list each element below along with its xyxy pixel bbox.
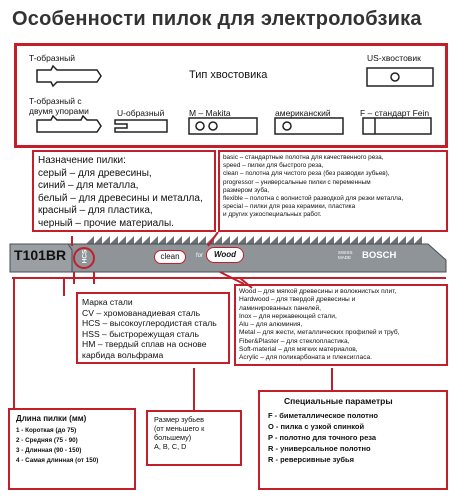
types-line: и других узкоспециальных работ.: [223, 211, 322, 219]
special-line: R - универсальное полотно: [268, 444, 371, 453]
blade-label-for: for: [196, 253, 204, 259]
label-fein: F – стандарт Fein: [360, 108, 430, 118]
purpose-line: черный – прочие материалы.: [38, 217, 174, 229]
blade-steel-mark: HCS: [81, 249, 89, 264]
steel-line: HCS – высокоуглеродистая сталь: [82, 318, 217, 329]
blade-label-wood: Wood: [206, 247, 244, 263]
special-line: R - реверсивные зубья: [268, 455, 355, 464]
steel-line: HSS – быстрорежущая сталь: [82, 328, 200, 339]
teeth-line: большему): [154, 433, 192, 442]
materials-line: Soft-material – для мягких материалов,: [239, 345, 358, 353]
blade-brand: BOSCH: [362, 250, 397, 261]
types-line: basic – стандартные полотна для качественного реза,: [223, 154, 384, 161]
length-heading: Длина пилки (мм): [16, 414, 87, 423]
blade-swiss-made: [338, 250, 353, 260]
materials-line: Metal – для жести, металлических профилей и труб,: [239, 329, 400, 337]
teeth-line: A, B, C, D: [154, 442, 187, 451]
teeth-line: Размер зубьев: [154, 415, 205, 424]
purpose-box: [32, 150, 216, 232]
shank-t-icon: [37, 66, 101, 86]
made-text: MADE: [338, 255, 352, 260]
special-line: O - пилка с узкой спинкой: [268, 422, 365, 431]
shank-types-box: [14, 43, 448, 148]
types-line: speed – пилки для быстрого реза,: [223, 162, 324, 170]
special-line: F - биметаллическое полотно: [268, 411, 378, 420]
teeth-size-box: [146, 410, 242, 466]
materials-line: Hardwood – для твердой древесины и: [239, 296, 356, 304]
types-line: progressor – универсальные пилки с переменным: [223, 178, 371, 186]
label-t-double-2: двумя упорами: [29, 106, 89, 116]
materials-line: Alu – для алюминия,: [239, 321, 303, 328]
materials-line: Fiber&Plaster – для стеклопластика,: [239, 337, 350, 345]
length-line: 1 - Короткая (до 75): [16, 427, 77, 434]
label-american: американский: [275, 108, 331, 118]
length-line: 3 - Длинная (90 - 150): [16, 447, 82, 454]
steel-line: Марка стали: [82, 297, 133, 307]
materials-line: Acrylic – для поликарбоната и плексигласа.: [239, 354, 372, 361]
page-title: Особенности пилок для электролобзика: [12, 8, 422, 30]
types-line: special – пилки для реза керамики, пластика: [223, 203, 356, 211]
shank-u-icon: [115, 120, 167, 132]
blade-label-clean: clean: [154, 250, 186, 264]
purpose-line: серый – для древесины,: [38, 167, 152, 179]
steel-line: CV – хромованадиевая сталь: [82, 307, 201, 318]
length-line: 2 - Средняя (75 - 90): [16, 437, 78, 444]
length-box: [8, 408, 136, 490]
shank-drawings: [17, 46, 445, 145]
shank-types-heading: Тип хвостовика: [189, 69, 268, 81]
blade-types-box: [218, 150, 448, 232]
purpose-heading: Назначение пилки:: [38, 155, 126, 166]
types-line: размером зуба,: [223, 186, 270, 194]
materials-line: ламинированных панелей,: [239, 304, 321, 312]
swiss-text: SWISS: [338, 250, 353, 255]
purpose-line: белый – для древесины и металла,: [38, 192, 203, 204]
shank-t-double-icon: [37, 116, 101, 132]
special-heading: Специальные параметры: [284, 396, 393, 406]
shank-fein-icon: [363, 118, 431, 134]
teeth-line: (от меньшего к: [154, 424, 205, 433]
types-line: flexible – полотна с волнистой разводкой для резки металла,: [223, 195, 404, 203]
special-line: P - полотно для точного реза: [268, 433, 377, 442]
steel-line: карбида вольфрама: [82, 349, 164, 360]
label-t-shaped: T-образный: [29, 53, 75, 63]
shank-us-icon: [367, 68, 433, 86]
blade-code: T101BR: [14, 247, 67, 263]
materials-line: Inox – для нержавеющей стали,: [239, 312, 337, 320]
label-t-double-1: T-образный с: [29, 96, 82, 106]
purpose-line: синий – для металла,: [38, 180, 139, 191]
label-u-shaped: U-образный: [117, 108, 165, 118]
length-line: 4 - Самая длинная (от 150): [16, 457, 99, 464]
materials-line: Wood – для мягкой древесины и волокнистых плит,: [239, 288, 397, 295]
purpose-line: красный – для пластика,: [38, 205, 153, 216]
label-makita: M – Makita: [189, 108, 231, 118]
types-line: clean – полотна для чистого реза (без разводки зубьев),: [223, 170, 390, 178]
label-us: US-хвостовик: [367, 53, 421, 63]
blade-teeth: [86, 236, 422, 244]
steel-line: HM – твердый сплав на основе: [82, 339, 207, 350]
special-params-box: [258, 390, 448, 490]
